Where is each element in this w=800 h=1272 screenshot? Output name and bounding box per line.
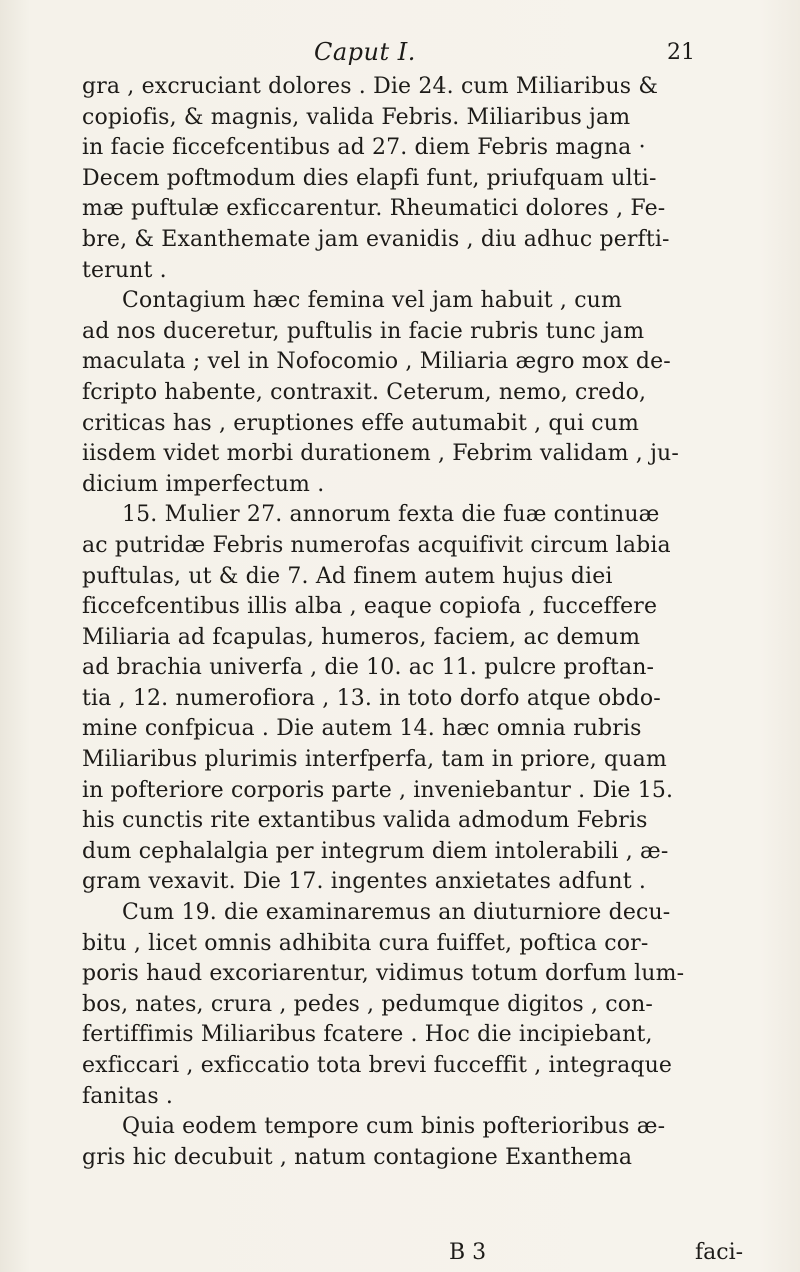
text-line: iisdem videt morbi durationem , Febrim validam , ju- — [82, 441, 679, 467]
page-header — [82, 38, 782, 66]
text-line: fanitas . — [82, 1083, 174, 1109]
text-line: ad brachia univerfa , die 10. ac 11. pulcre proftan- — [82, 655, 655, 681]
text-line: exficcari , exficcatio tota brevi fucceffit , integraque — [82, 1053, 673, 1078]
text-line: 15. Mulier 27. annorum fexta die fuæ continuæ — [122, 502, 660, 528]
text-line: ac putridæ Febris numerofas acquifivit circum labia — [82, 532, 671, 558]
text-line: Contagium hæc femina vel jam habuit , cum — [122, 288, 623, 314]
signature-mark: B 3 — [449, 1240, 487, 1265]
text-line: his cunctis rite extantibus valida admodum Febris — [82, 808, 648, 834]
text-line: in facie ficcefcentibus ad 27. diem Febris magna · — [82, 135, 646, 161]
text-line: bre, & Exanthemate jam evanidis , diu adhuc perfti- — [82, 226, 670, 252]
text-line: dum cephalalgia per integrum diem intolerabili , æ- — [82, 838, 669, 864]
catchword: faci- — [695, 1240, 744, 1265]
text-line: Quia eodem tempore cum binis pofterioribus æ- — [122, 1114, 666, 1140]
running-title: Caput I. — [314, 38, 416, 66]
text-line: gra , excruciant dolores . Die 24. cum Miliaribus & — [82, 74, 659, 99]
text-line: bos, nates, crura , pedes , pedumque digitos , con- — [82, 991, 654, 1017]
text-line: bitu , licet omnis adhibita cura fuiffet, poftica cor- — [82, 930, 649, 956]
page-number: 21 — [667, 40, 695, 65]
text-line: Decem poftmodum dies elapfi funt, priufquam ulti- — [82, 165, 657, 191]
text-line: mæ puftulæ exficcarentur. Rheumatici dolores , Fe- — [82, 196, 666, 222]
text-line: Miliaria ad fcapulas, humeros, faciem, ac demum — [82, 624, 641, 650]
text-line: criticas has , eruptiones effe autumabit , qui cum — [82, 410, 640, 436]
text-line: terunt . — [82, 257, 167, 283]
text-line: in pofteriore corporis parte , inveniebantur . Die 15. — [82, 777, 674, 803]
text-line: Cum 19. die examinaremus an diuturniore decu- — [122, 900, 671, 926]
text-line: Miliaribus plurimis interfperfa, tam in priore, quam — [82, 747, 667, 773]
body-text — [82, 72, 782, 1173]
text-line: ficcefcentibus illis alba , eaque copiofa , fucceffere — [82, 594, 658, 620]
text-line: puftulas, ut & die 7. Ad finem autem hujus diei — [82, 563, 613, 589]
text-line: tia , 12. numerofiora , 13. in toto dorfo atque obdo- — [82, 685, 661, 711]
text-line: copiofis, & magnis, valida Febris. Miliaribus jam — [82, 104, 631, 130]
text-line: maculata ; vel in Nofocomio , Miliaria ægro mox de- — [82, 349, 671, 375]
text-line: dicium imperfectum . — [82, 471, 325, 497]
text-line: ad nos duceretur, puftulis in facie rubris tunc jam — [82, 318, 645, 344]
text-line: poris haud excoriarentur, vidimus totum dorfum lum- — [82, 961, 685, 987]
page-footer — [82, 1240, 782, 1266]
text-line: gram vexavit. Die 17. ingentes anxietates adfunt . — [82, 869, 646, 895]
text-line: fcripto habente, contraxit. Ceterum, nemo, credo, — [82, 379, 647, 405]
text-line: mine confpicua . Die autem 14. hæc omnia rubris — [82, 716, 642, 742]
text-line: gris hic decubuit , natum contagione Exanthema — [82, 1144, 633, 1170]
text-line: fertiffimis Miliaribus fcatere . Hoc die incipiebant, — [82, 1022, 653, 1048]
